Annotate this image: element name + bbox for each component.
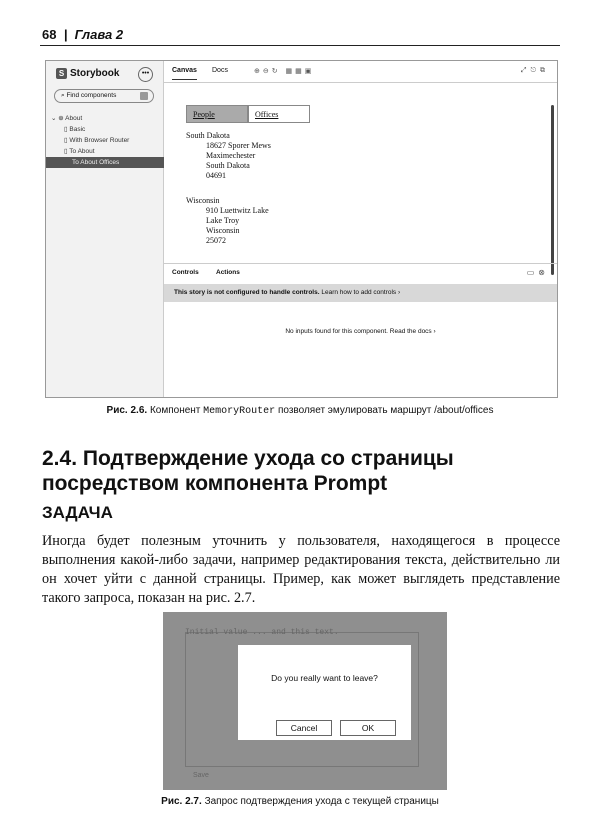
canvas-preview xyxy=(164,83,557,263)
tab-people[interactable]: People xyxy=(186,105,248,123)
story-tree xyxy=(46,113,164,168)
logo-icon: S xyxy=(56,68,67,79)
tree-label: Basic xyxy=(69,126,86,133)
background-text: Initial value ... and this text. xyxy=(185,628,339,637)
body-paragraph: Иногда будет полезным уточнить у пользователя, находящегося в процессе выполнения какой-либо задачи, например редактирования текста, действительно ли он хочет уйти с данной страницы. Пример, как может выглядеть представление такого запроса, показан на рис. 2.7. xyxy=(42,533,560,606)
shortcut-key-icon xyxy=(140,92,148,100)
cancel-button[interactable]: Cancel xyxy=(276,720,332,736)
read-docs-link[interactable]: Read the docs › xyxy=(389,328,436,335)
tree-item-about[interactable]: ⌄ ⊕ About xyxy=(51,115,83,122)
tab-actions[interactable]: Actions xyxy=(216,269,240,276)
office-address: South Dakota 18627 Sporer Mews Maximechester South Dakota 04691 xyxy=(186,131,271,180)
no-inputs-message: No inputs found for this component. Read the docs › xyxy=(285,328,436,335)
tree-label: About xyxy=(65,115,83,122)
controls-notice: This story is not configured to handle controls. Learn how to add controls › xyxy=(164,284,557,302)
figure-caption: Рис. 2.6. Компонент MemoryRouter позволяет эмулировать маршрут /about/offices xyxy=(106,405,494,417)
learn-controls-link[interactable]: Learn how to add controls › xyxy=(321,289,401,296)
tab-offices[interactable]: Offices xyxy=(248,105,310,123)
tree-item-basic[interactable]: ▯ Basic xyxy=(64,126,86,133)
tree-label: To About xyxy=(69,148,95,155)
scrollbar[interactable] xyxy=(551,105,554,275)
chapter-title: Глава 2 xyxy=(74,27,124,42)
save-button[interactable]: Save xyxy=(193,772,209,779)
tree-label: To About Offices xyxy=(72,159,120,166)
fullscreen-share-copy-icons[interactable]: ⤢⎋⧉ xyxy=(520,67,549,74)
prompt-screenshot xyxy=(163,612,447,790)
tab-canvas[interactable]: Canvas xyxy=(172,67,197,80)
more-options-button[interactable]: ••• xyxy=(138,67,153,82)
storybook-screenshot xyxy=(45,60,558,398)
header-rule xyxy=(40,45,560,46)
section-heading: 2.4. Подтверждение ухода со страницы посредством компонента Prompt xyxy=(42,447,454,495)
confirm-dialog xyxy=(238,645,411,740)
tree-item-to-about-offices[interactable] xyxy=(46,157,164,168)
subheading: ЗАДАЧА xyxy=(42,503,113,522)
toolbar xyxy=(164,61,557,83)
ok-button[interactable]: OK xyxy=(340,720,396,736)
sidebar xyxy=(46,61,164,397)
figure-caption: Рис. 2.7. Запрос подтверждения ухода с текущей страницы xyxy=(161,796,439,807)
search-placeholder: Find components xyxy=(66,92,117,99)
search-input[interactable]: ⌕ Find components xyxy=(54,89,154,103)
office-address: Wisconsin 910 Luettwitz Lake Lake Troy Wisconsin 25072 xyxy=(186,196,269,245)
tree-label: With Browser Router xyxy=(69,137,130,144)
zoom-icons[interactable]: ⊕⊖↻ ▦▦▣ xyxy=(254,68,315,75)
tree-item-with-browser-router[interactable]: ▯ With Browser Router xyxy=(64,137,130,144)
logo-text: Storybook xyxy=(70,68,120,79)
tab-docs[interactable]: Docs xyxy=(212,67,228,74)
addons-panel xyxy=(164,263,557,397)
tree-item-to-about[interactable]: ▯ To About xyxy=(64,148,95,155)
panel-layout-close-icons[interactable]: ▭⊗ xyxy=(526,268,549,277)
page-number: 68 xyxy=(42,27,57,42)
storybook-logo xyxy=(56,68,119,79)
dialog-question: Do you really want to leave? xyxy=(271,673,378,683)
running-header: 68 | Глава 2 xyxy=(42,27,124,42)
tab-controls[interactable]: Controls xyxy=(172,269,199,276)
